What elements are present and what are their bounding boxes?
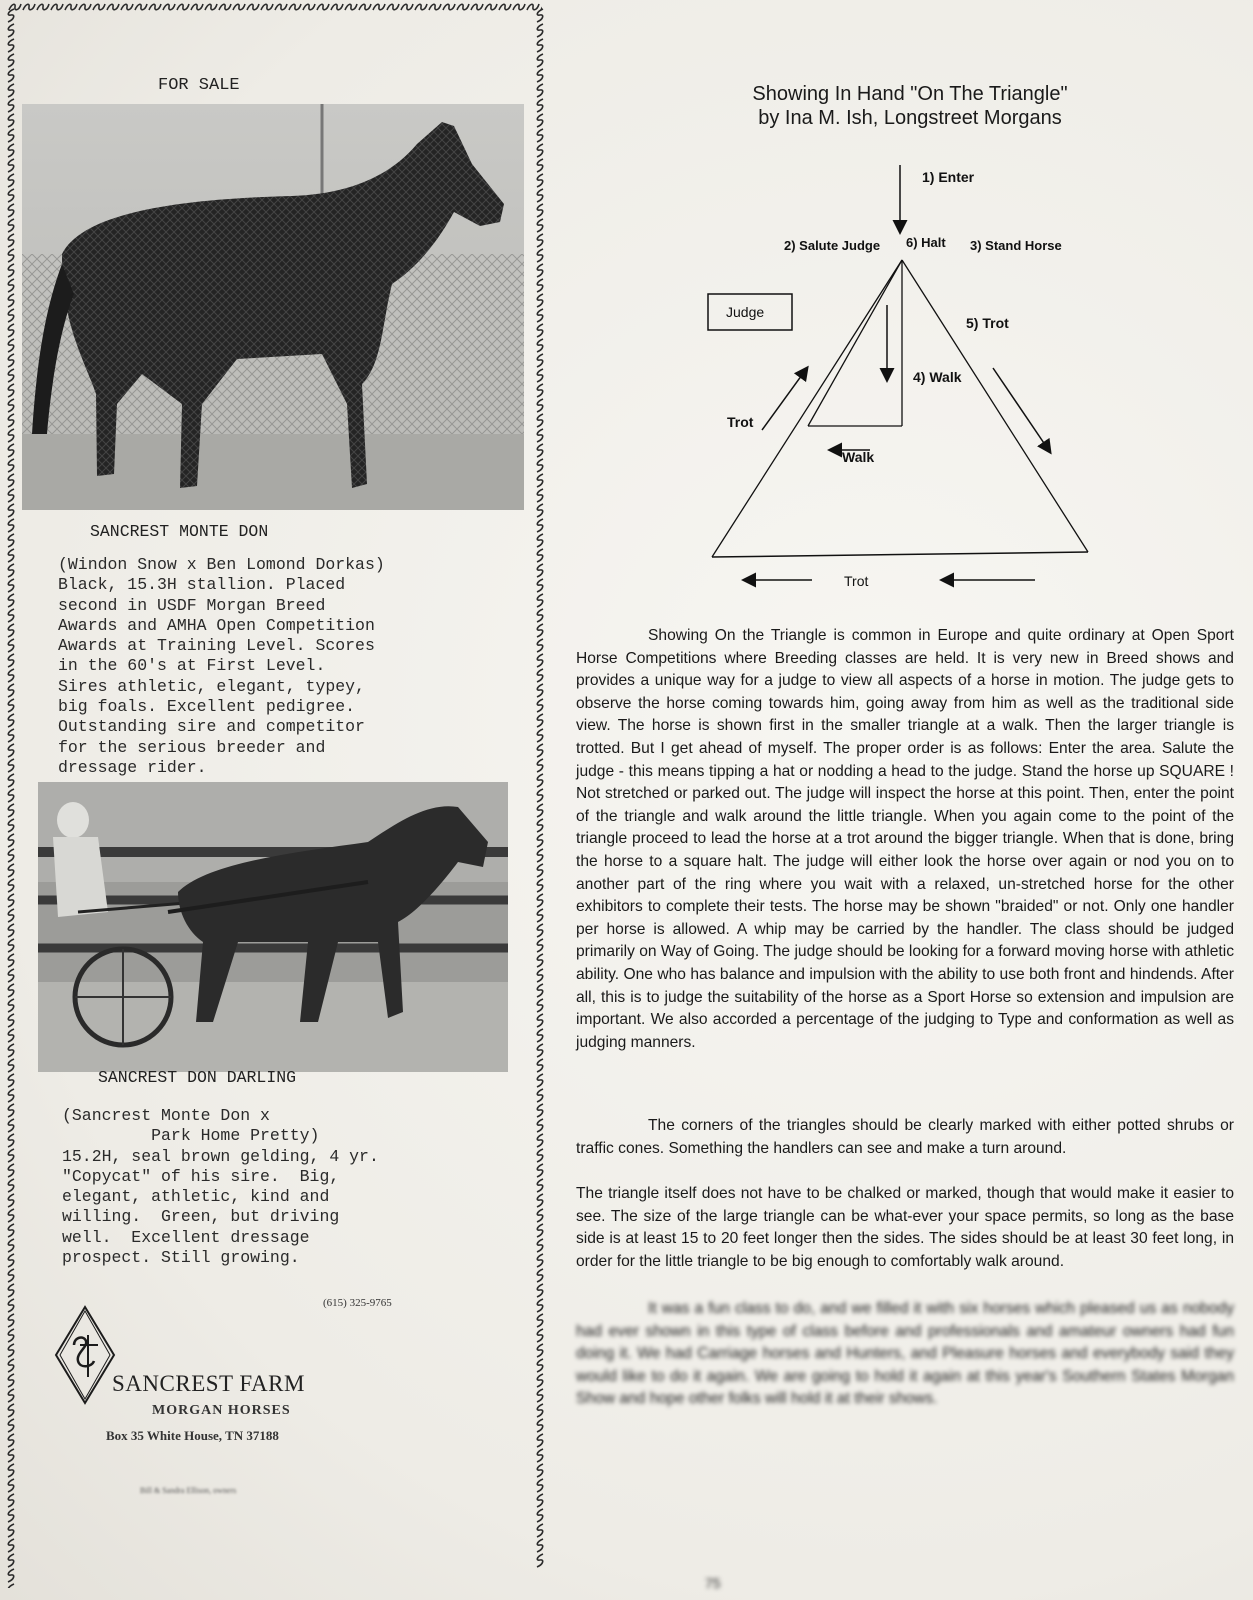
- page-number: 75: [705, 1575, 721, 1591]
- article-title: [710, 82, 1110, 130]
- horse1-line: second in USDF Morgan Breed: [58, 595, 326, 615]
- horse2-line: prospect. Still growing.: [62, 1248, 300, 1268]
- horse2-description: [62, 1106, 379, 1268]
- horse2-line: willing. Green, but driving: [62, 1207, 340, 1227]
- horse2-line: Park Home Pretty): [62, 1126, 320, 1146]
- label-enter: 1) Enter: [922, 169, 975, 185]
- horse1-line: Awards and AMHA Open Competition: [58, 615, 375, 635]
- horse1-description: [58, 555, 385, 778]
- driving-photo: [38, 782, 508, 1072]
- horse1-line: Awards at Training Level. Scores: [58, 636, 375, 656]
- for-sale-heading: FOR SALE: [158, 76, 240, 95]
- label-halt: 6) Halt: [906, 235, 946, 250]
- triangle-diagram: [700, 160, 1120, 610]
- horse1-line: for the serious breeder and: [58, 737, 326, 757]
- label-trot-left: Trot: [727, 414, 754, 430]
- label-walk-bottom: Walk: [842, 449, 875, 465]
- horse2-line: elegant, athletic, kind and: [62, 1187, 330, 1207]
- horse1-line: in the 60's at First Level.: [58, 656, 326, 676]
- horse2-name: SANCREST DON DARLING: [98, 1068, 297, 1087]
- horse1-line: big foals. Excellent pedigree.: [58, 697, 356, 717]
- title-line-2: by Ina M. Ish, Longstreet Morgans: [758, 107, 1062, 129]
- horse2-line: "Copycat" of his sire. Big,: [62, 1166, 340, 1186]
- horse1-line: Black, 15.3H stallion. Placed: [58, 575, 346, 595]
- label-stand: 3) Stand Horse: [970, 238, 1062, 253]
- sale-ad: [0, 0, 560, 1600]
- stallion-photo: [22, 104, 524, 510]
- farm-owners: Bill & Sandra Ellison, owners: [140, 1486, 237, 1495]
- farm-address: Box 35 White House, TN 37188: [106, 1428, 279, 1443]
- farm-name: SANCREST FARM: [112, 1371, 305, 1396]
- horse2-line: (Sancrest Monte Don x: [62, 1106, 270, 1125]
- horse2-line: 15.2H, seal brown gelding, 4 yr.: [62, 1146, 379, 1166]
- horse1-line: (Windon Snow x Ben Lomond Dorkas): [58, 555, 385, 574]
- farm-logo: [54, 1305, 116, 1405]
- title-line-1: Showing In Hand "On The Triangle": [752, 83, 1068, 105]
- article-paragraph-2: The corners of the triangles should be clearly marked with either potted shrubs or traffic cones. Something the handlers can see and make a turn around.: [576, 1117, 1234, 1157]
- article-paragraph-3: The triangle itself does not have to be chalked or marked, though that would make it easier to see. The size of the large triangle can be what-ever your space permits, so long as the base side is at least 15 to 20 feet longer then the sides. The sides should be at least 30 feet long, in order for the little triangle to be big enough to comfortably walk around.: [576, 1185, 1234, 1270]
- label-trot-right: 5) Trot: [966, 315, 1009, 331]
- label-salute: 2) Salute Judge: [784, 238, 881, 253]
- phone-number: (615) 325-9765: [323, 1297, 392, 1309]
- horse1-line: Outstanding sire and competitor: [58, 717, 365, 737]
- article-paragraph-1: Showing On the Triangle is common in Europe and quite ordinary at Open Sport Horse Competitions where Breeding classes are held. It is very new in Breed shows and provides a unique way for a judge to view all aspects of a horse in motion. The judge gets to observe the horse coming towards him, going away from him as well as the traditional side view. The horse is shown first in the smaller triangle at a walk. Then the larger triangle is trotted. But I get ahead of myself. The proper order is as follows: Enter the area. Salute the judge - this means tipping a hat or nodding a head to the judge. Stand the horse up SQUARE ! Not stretched or parked out. The judge will inspect the horse at this point. Then, enter the point of the triangle and walk around the little triangle. When you again come to the point of the triangle proceed to lead the horse at a trot around the bigger triangle. When that is done, bring the horse to a square halt. The judge will either look the horse over again or nod you on to another part of the ring where you wait with a relaxed, un-stretched horse for the other exhibitors to complete their tests. The horse may be shown "braided" or not. Only one handler per horse is allowed. A whip may be carried by the handler. The class should be judged primarily on Way of Going. The judge should be looking for a forward moving horse with athletic ability. One who has balance and impulsion with the ability to use both front and hindends. After all, this is to judge the suitability of the horse as a Sport Horse so extension and impulsion are important. We also accorded a percentage of the judging to Type and conformation as well as judging manners.: [576, 627, 1234, 1051]
- label-walk-inner: 4) Walk: [913, 369, 962, 385]
- farm-subtitle: MORGAN HORSES: [152, 1403, 291, 1418]
- article: [560, 0, 1253, 1600]
- horse2-line: well. Excellent dressage: [62, 1227, 310, 1247]
- horse1-name: SANCREST MONTE DON: [90, 522, 269, 541]
- horse1-line: Sires athletic, elegant, typey,: [58, 676, 365, 696]
- label-trot-bottom: Trot: [844, 573, 869, 589]
- horse1-line: dressage rider.: [58, 757, 207, 777]
- article-paragraph-4: It was a fun class to do, and we filled it with six horses which pleased us as nobody had ever shown in this type of class before and professionals and amateur owners had fun doing it. We had Carriage horses and Hunters, and Pleasure horses and everybody said they would like to do it again. We are going to hold it again at this year's Southern States Morgan Show and hope other folks will hold it at their shows.: [576, 1300, 1234, 1408]
- label-judge: Judge: [726, 304, 765, 320]
